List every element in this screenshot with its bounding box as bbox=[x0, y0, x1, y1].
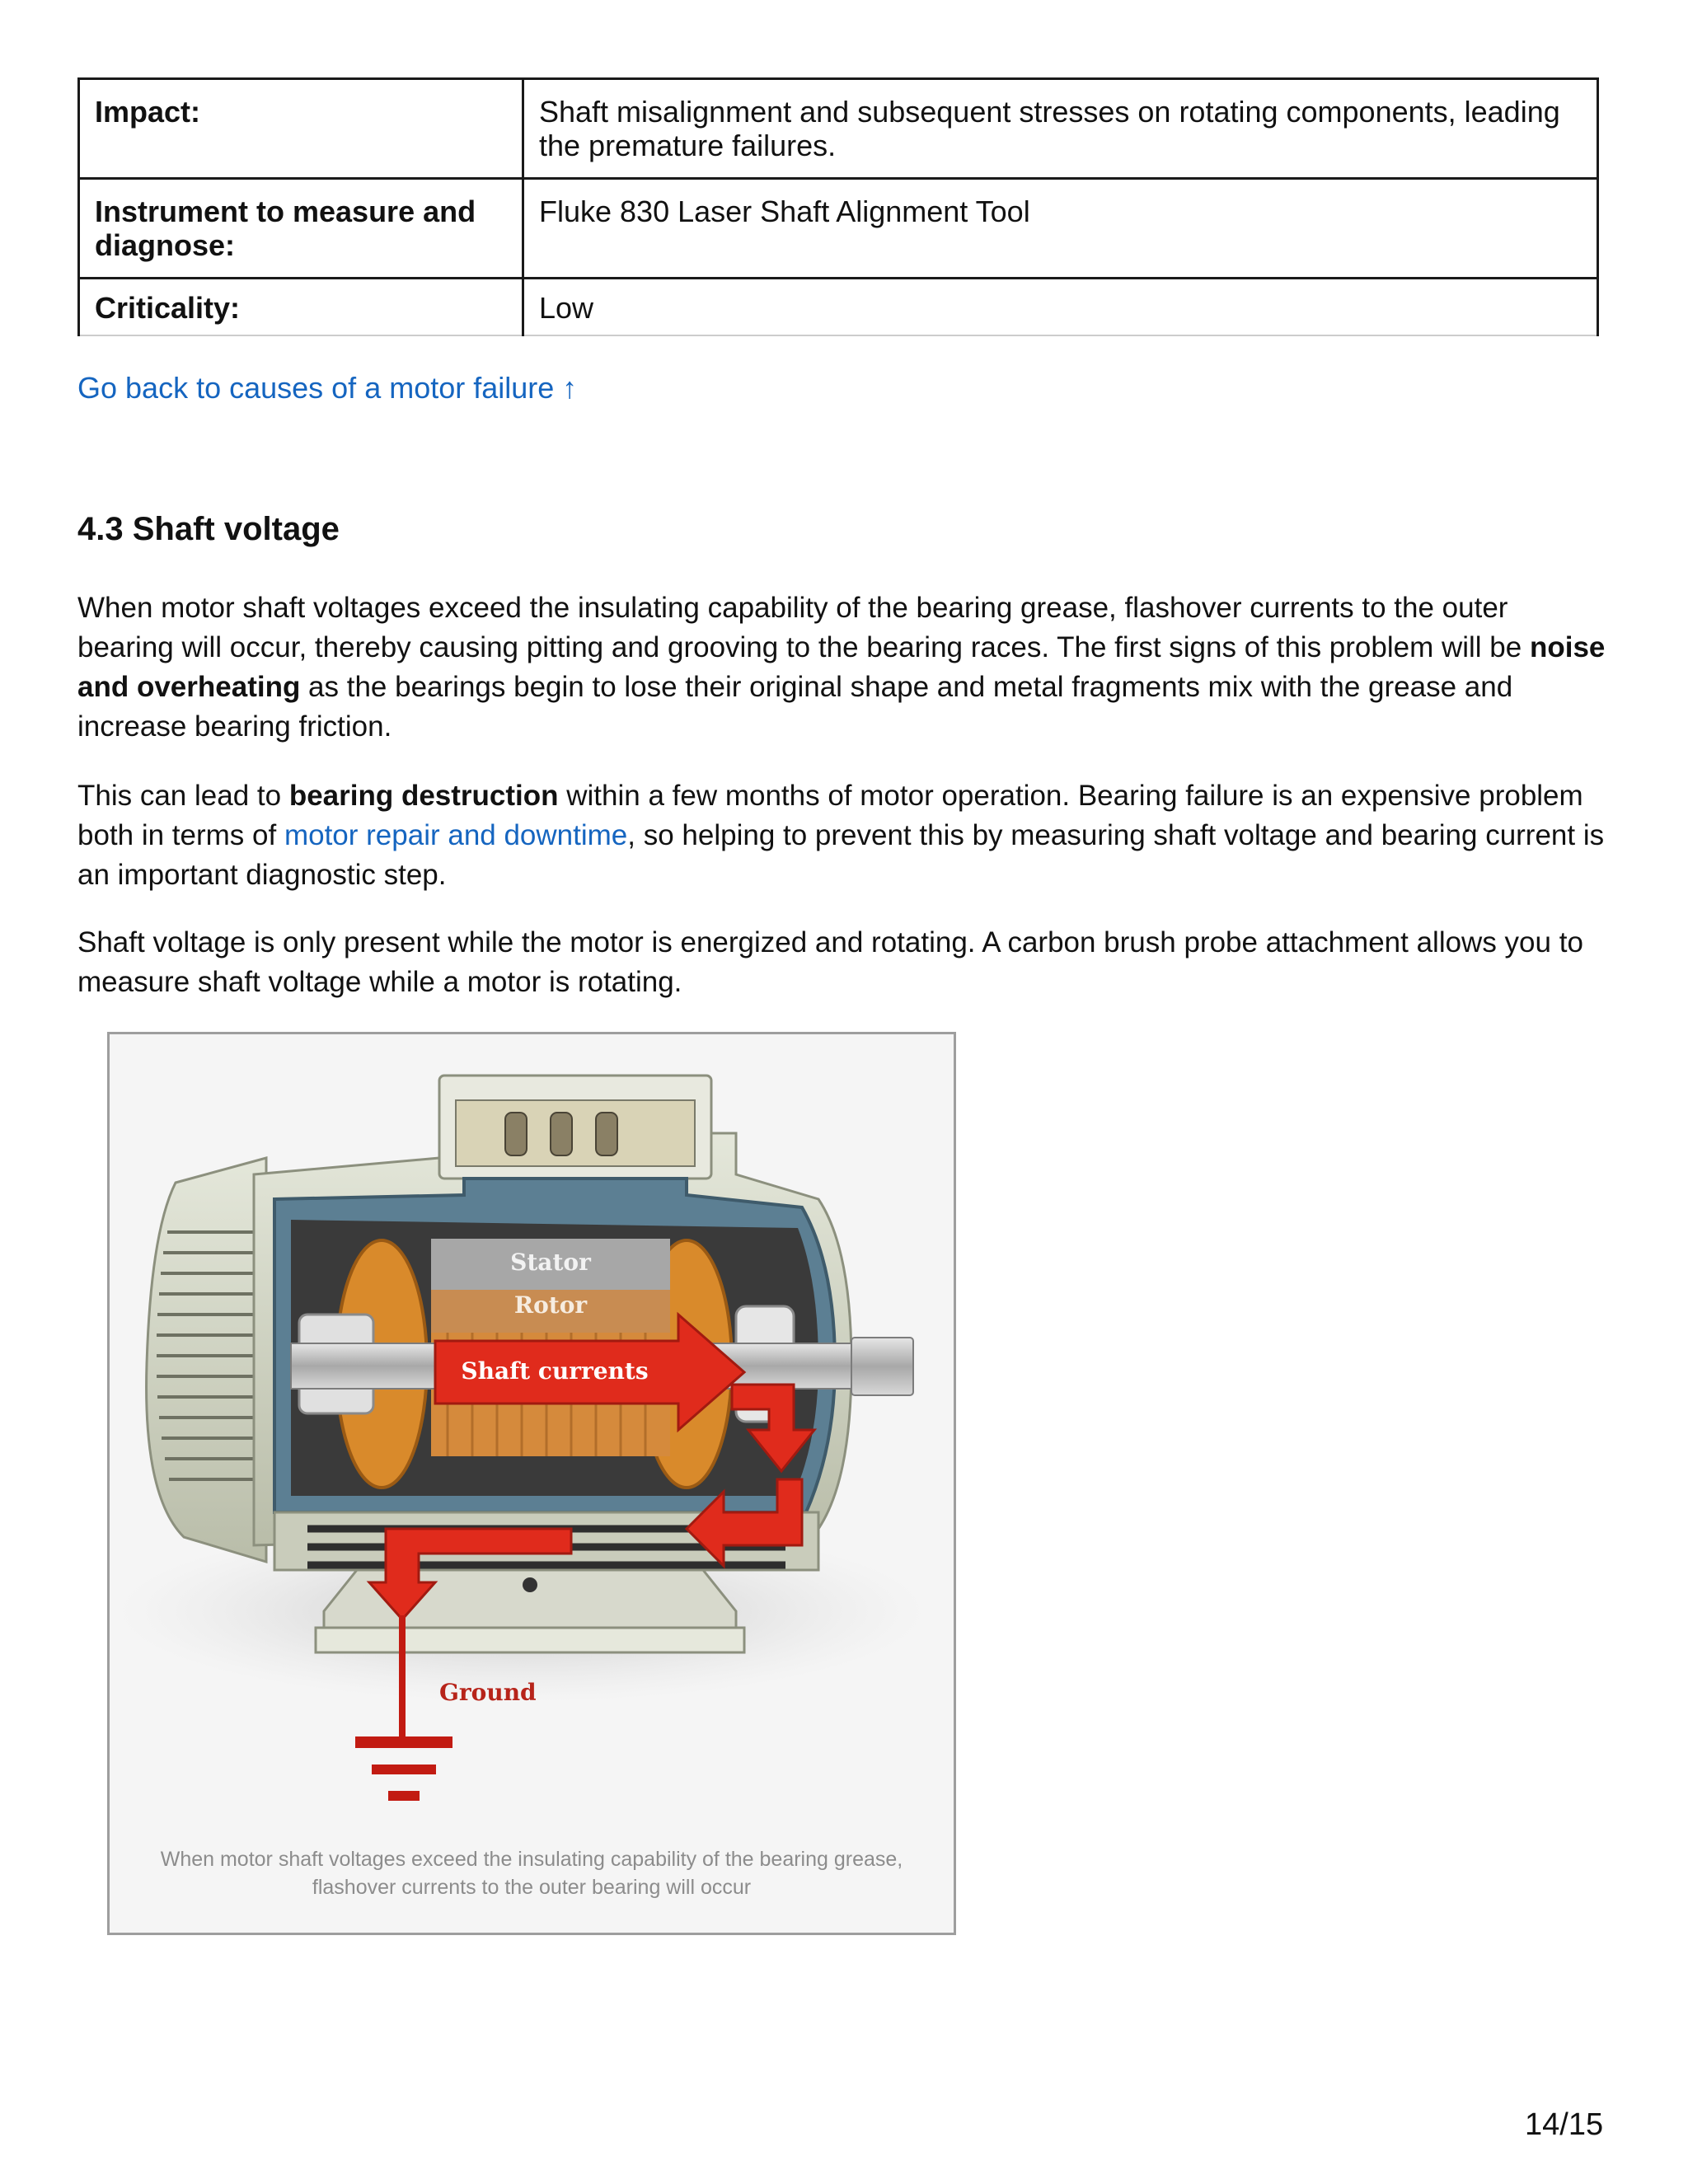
emphasis-text: noise and overheating bbox=[77, 631, 1606, 703]
motor-illustration bbox=[110, 1034, 954, 1933]
row-value: Fluke 830 Laser Shaft Alignment Tool bbox=[523, 179, 1598, 279]
details-table bbox=[77, 77, 1599, 336]
ground-bar-1 bbox=[355, 1736, 452, 1748]
text-run: as the bearings begin to lose their original shape and metal fragments mix with the grease and increase bearing friction. bbox=[77, 671, 1513, 743]
text-run: This can lead to bbox=[77, 780, 289, 812]
paragraph-shaft-voltage bbox=[77, 588, 1611, 747]
label-shaft-currents: Shaft currents bbox=[461, 1357, 649, 1385]
text-run: , so helping to prevent this by measuring shaft voltage and bearing current is an important diagnostic step. bbox=[77, 819, 1605, 891]
terminals bbox=[505, 1113, 617, 1155]
row-value: Shaft misalignment and subsequent stresses on rotating components, leading the premature failures. bbox=[523, 79, 1598, 179]
motor-repair-link[interactable]: motor repair and downtime bbox=[284, 819, 628, 851]
motor-figure bbox=[107, 1032, 956, 1935]
foot-bolt bbox=[523, 1577, 537, 1592]
text-run: within a few months of motor operation. Bearing failure is an expensive problem both in terms of bbox=[77, 780, 1583, 851]
section-heading: 4.3 Shaft voltage bbox=[77, 511, 340, 547]
table-row bbox=[79, 179, 1598, 279]
figure-caption: When motor shaft voltages exceed the insulating capability of the bearing grease, flashover currents to the outer bearing will occur bbox=[160, 1848, 903, 1899]
table-row bbox=[79, 79, 1598, 179]
paragraph-carbon-brush: Shaft voltage is only present while the motor is energized and rotating. A carbon brush probe attachment allows you to measure shaft voltage while a motor is rotating. bbox=[77, 926, 1583, 998]
label-rotor: Rotor bbox=[513, 1291, 588, 1319]
label-ground: Ground bbox=[439, 1679, 537, 1706]
base-plate bbox=[316, 1628, 744, 1652]
ground-bar-2 bbox=[372, 1765, 436, 1774]
fan-cover bbox=[147, 1158, 266, 1562]
terminal-block bbox=[456, 1100, 695, 1166]
row-label: Criticality: bbox=[79, 279, 523, 336]
label-stator: Stator bbox=[510, 1249, 591, 1276]
row-label: Instrument to measure and diagnose: bbox=[79, 179, 523, 279]
shaft-end bbox=[851, 1338, 913, 1395]
row-value: Low bbox=[523, 279, 1598, 336]
back-to-causes-link[interactable]: Go back to causes of a motor failure ↑ bbox=[77, 371, 578, 405]
ground-bar-3 bbox=[388, 1791, 420, 1801]
paragraph-bearing-destruction bbox=[77, 776, 1611, 895]
table-row bbox=[79, 279, 1598, 336]
emphasis-text: bearing destruction bbox=[288, 780, 559, 812]
text-run: When motor shaft voltages exceed the insulating capability of the bearing grease, flashover currents to the outer bearing will occur, thereby causing pitting and grooving to the bearing races. The first signs of this problem will be bbox=[77, 592, 1530, 663]
page-number: 14/15 bbox=[1525, 2107, 1604, 2142]
row-label: Impact: bbox=[79, 79, 523, 179]
